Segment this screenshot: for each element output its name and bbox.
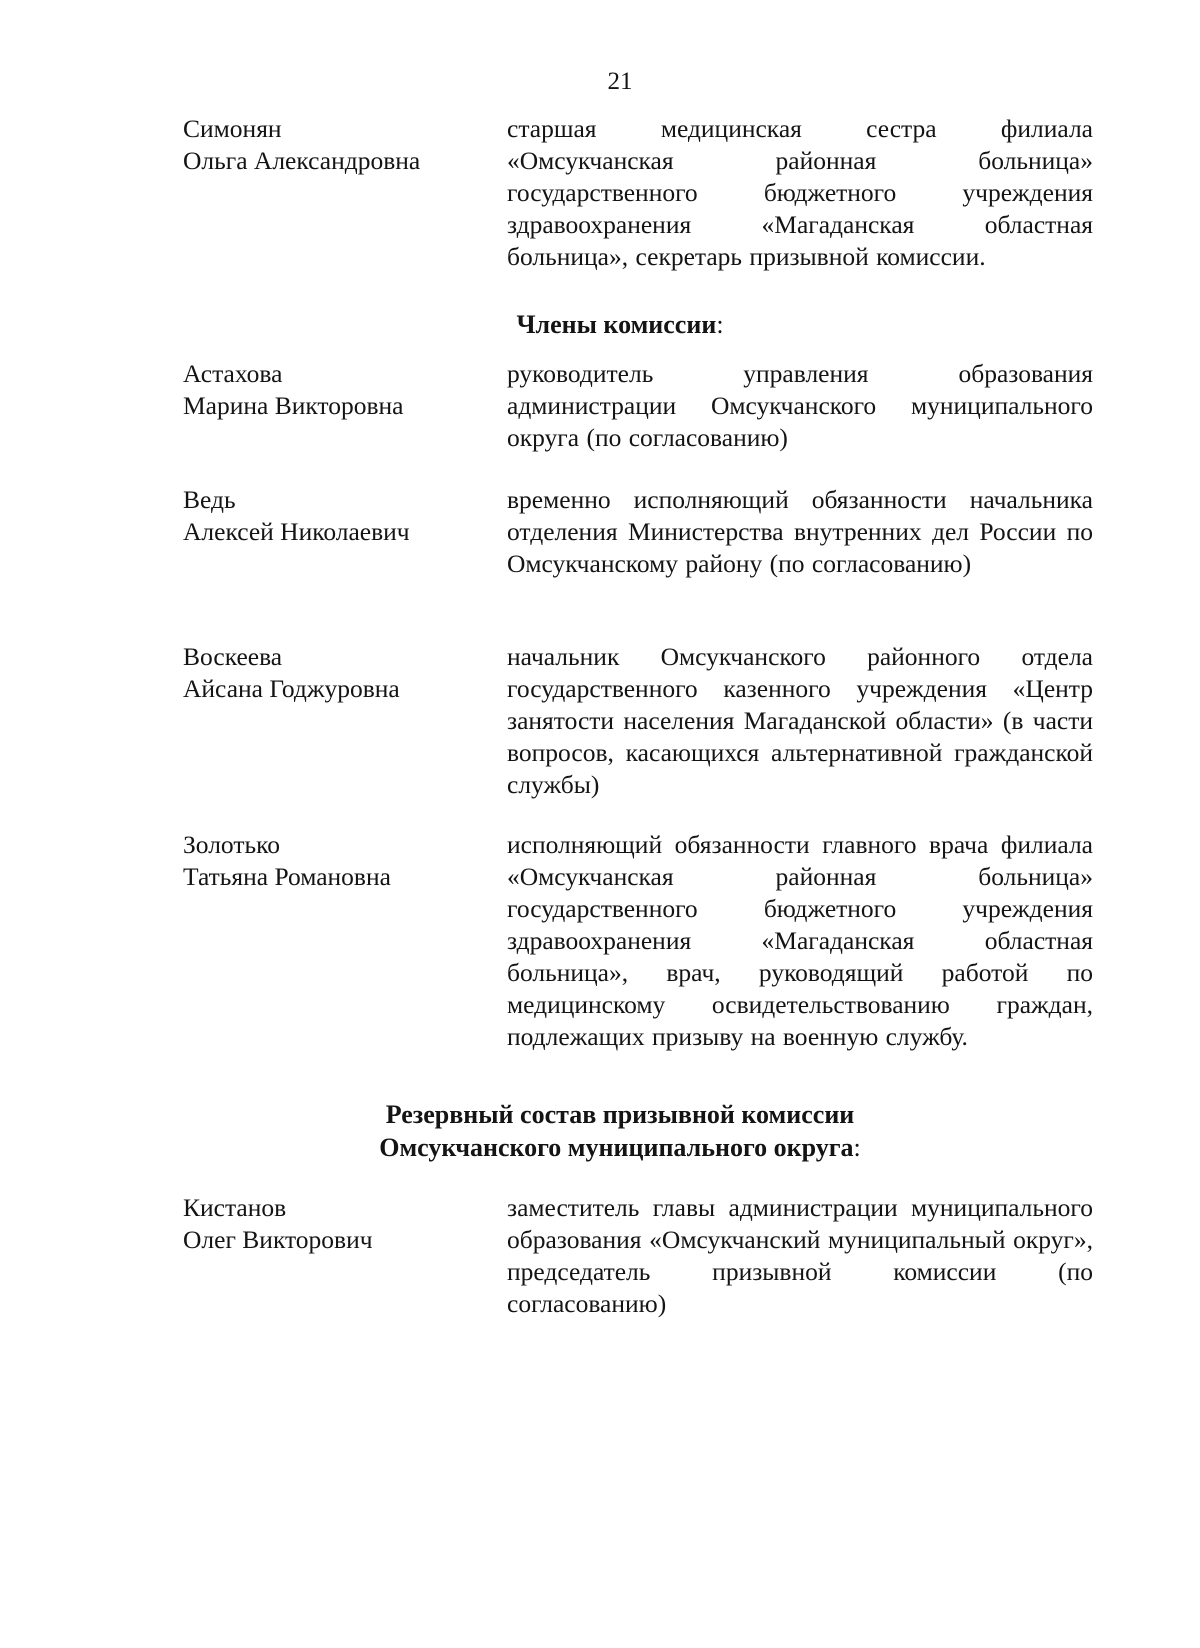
person-given-names: Айсана Годжуровна bbox=[183, 674, 400, 703]
person-given-names: Олег Викторович bbox=[183, 1225, 373, 1254]
person-surname: Кистанов bbox=[183, 1193, 287, 1222]
reserve-heading-line2: Омсукчанского муниципального округа bbox=[379, 1133, 854, 1162]
person-given-names: Ольга Александровна bbox=[183, 146, 421, 175]
members-heading-colon: : bbox=[716, 310, 724, 339]
person-role: заместитель главы администрации муниципального образования «Омсукчанский муниципальный округ», председатель призывной комиссии (по согласованию) bbox=[507, 1193, 1093, 1318]
person-surname: Симонян bbox=[183, 114, 282, 143]
person-given-names: Марина Викторовна bbox=[183, 391, 404, 420]
person-surname: Золотько bbox=[183, 830, 280, 859]
person-name bbox=[183, 358, 483, 422]
reserve-heading-line2-wrap bbox=[0, 1131, 1200, 1164]
person-surname: Астахова bbox=[183, 359, 283, 388]
person-name bbox=[183, 641, 483, 705]
reserve-heading-colon: : bbox=[853, 1133, 861, 1162]
person-name bbox=[183, 113, 483, 177]
reserve-heading-line1: Резервный состав призывной комиссии bbox=[385, 1100, 855, 1129]
person-given-names: Алексей Николаевич bbox=[183, 517, 410, 546]
members-heading-text: Члены комиссии bbox=[516, 310, 717, 339]
person-role: начальник Омсукчанского районного отдела государственного казенного учреждения «Центр занятости населения Магаданской области» (в части вопросов, касающихся альтернативной гражданской службы) bbox=[507, 642, 1093, 799]
person-role: руководитель управления образования администрации Омсукчанского муниципального округа (по согласованию) bbox=[507, 359, 1093, 452]
person-name bbox=[183, 829, 483, 893]
members-heading-line bbox=[0, 308, 1200, 341]
person-surname: Воскеева bbox=[183, 642, 283, 671]
person-role: временно исполняющий обязанности начальника отделения Министерства внутренних дел России по Омсукчанскому району (по согласованию) bbox=[507, 485, 1093, 578]
reserve-heading bbox=[0, 1098, 1200, 1164]
members-heading bbox=[0, 308, 1200, 341]
person-name bbox=[183, 1192, 483, 1256]
person-surname: Ведь bbox=[183, 485, 236, 514]
person-role: старшая медицинская сестра филиала «Омсукчанская районная больница» государственного бюджетного учреждения здравоохранения «Магаданская областная больница», секретарь призывной комиссии. bbox=[507, 114, 1093, 271]
page-number: 21 bbox=[607, 68, 633, 95]
person-role: исполняющий обязанности главного врача филиала «Омсукчанская районная больница» государственного бюджетного учреждения здравоохранения «Магаданская областная больница», врач, руководящий работой по медицинскому освидетельствованию граждан, подлежащих призыву на военную службу. bbox=[507, 830, 1093, 1051]
person-name bbox=[183, 484, 483, 548]
person-given-names: Татьяна Романовна bbox=[183, 862, 391, 891]
